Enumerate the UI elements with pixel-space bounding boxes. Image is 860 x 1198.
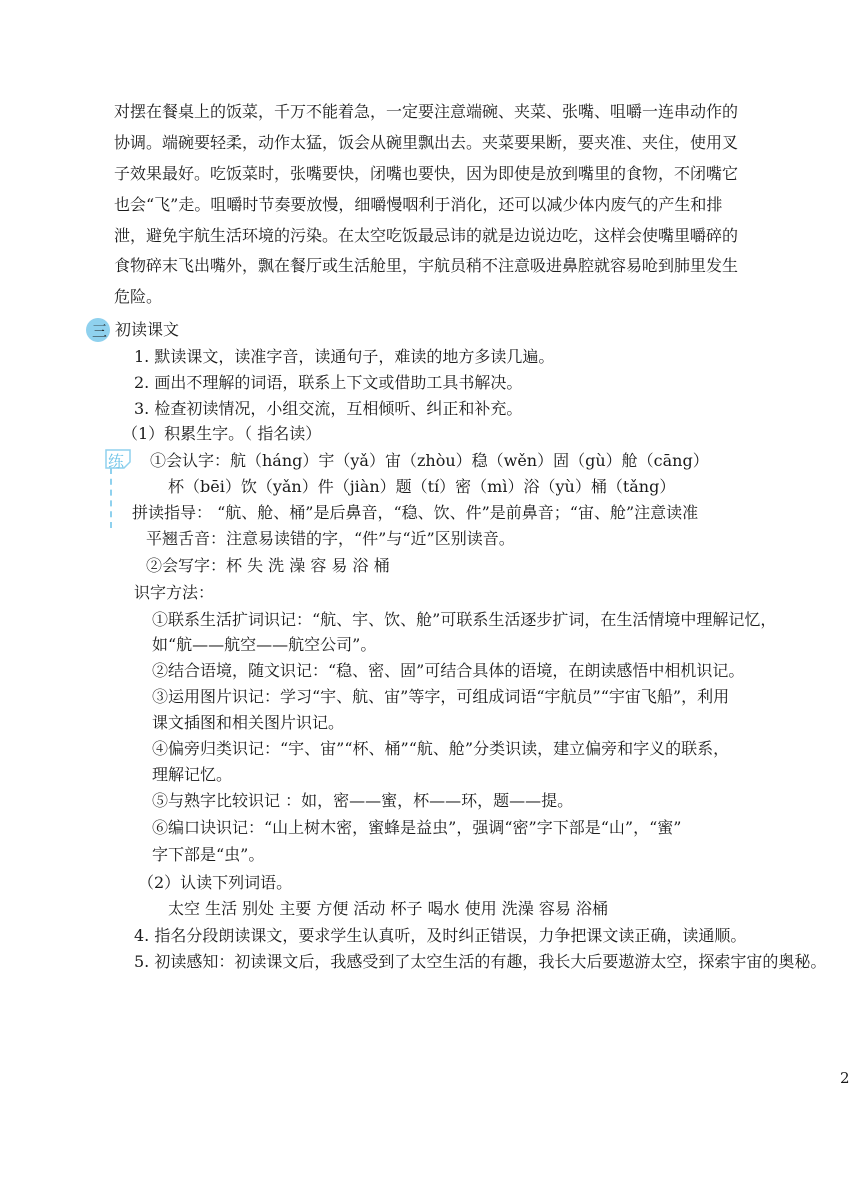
method-line-2: 如“航——航空——航空公司”。 [152,635,377,654]
sub2-title: （2）认读下列词语。 [138,873,293,892]
recognize-chars-line-2: 杯（bēi）饮（yǎn）件（jiàn）题（tí）密（mì）浴（yù）桶（tǎng） [168,477,676,496]
intro-line-7: 危险。 [114,287,163,306]
practice-badge-label: 练 [108,452,125,471]
pinyin-guide-line-1: 拼读指导： “航、舱、桶”是后鼻音，“稳、饮、件”是前鼻音；“宙、舱”注意读准 [132,503,699,522]
word-list: 太空 生活 别处 主要 方便 活动 杯子 喝水 使用 洗澡 容易 浴桶 [168,899,608,918]
step-3: 3. 检查初读情况，小组交流，互相倾听、纠正和补充。 [134,399,523,418]
method-line-9: ⑥编口诀识记：“山上树木密，蜜蜂是益虫”，强调“密”字下部是“山”，“蜜” [152,818,682,837]
intro-line-5: 泄，避免宇航生活环境的污染。在太空吃饭最忌讳的就是边说边吃，这样会使嘴里嚼碎的 [114,226,739,245]
intro-line-2: 协调。端碗要轻柔，动作太猛，饭会从碗里飘出去。夹菜要果断，要夹准、夹住，使用叉 [114,133,739,152]
method-line-1: ①联系生活扩词识记：“航、宇、饮、舱”可联系生活逐步扩词，在生活情境中理解记忆， [152,610,777,629]
step-4: 4. 指名分段朗读课文，要求学生认真听，及时纠正错误，力争把课文读正确，读通顺。 [134,926,747,945]
method-line-3: ②结合语境，随文识记：“稳、密、固”可结合具体的语境，在朗读感悟中相机识记。 [152,661,745,680]
pinyin-guide-line-2: 平翘舌音：注意易读错的字，“件”与“近”区别读音。 [146,529,515,548]
method-line-5: 课文插图和相关图片识记。 [152,713,345,732]
practice-divider [110,468,112,528]
intro-line-1: 对摆在餐桌上的饭菜，千万不能着急，一定要注意端碗、夹菜、张嘴、咀嚼一连串动作的 [114,102,739,121]
step-1: 1. 默读课文，读准字音，读通句子，难读的地方多读几遍。 [134,347,555,366]
recognize-chars-line-1: ①会认字：航（háng）宇（yǎ）宙（zhòu）稳（wěn）固（gù）舱（cāng） [150,451,709,470]
method-line-10: 字下部是“虫”。 [152,845,265,864]
intro-line-6: 食物碎末飞出嘴外，飘在餐厅或生活舱里，宇航员稍不注意吸进鼻腔就容易呛到肺里发生 [114,256,739,275]
page-number: 2 [840,1069,850,1087]
method-line-7: 理解记忆。 [152,765,233,784]
intro-line-3: 子效果最好。吃饭菜时，张嘴要快，闭嘴也要快，因为即使是放到嘴里的食物，不闭嘴它 [114,164,739,183]
methods-title: 识字方法： [134,583,215,602]
method-line-4: ③运用图片识记：学习“宇、航、宙”等字，可组成词语“宇航员”“宇宙飞船”，利用 [152,687,730,706]
step-2: 2. 画出不理解的词语，联系上下文或借助工具书解决。 [134,373,523,392]
method-line-6: ④偏旁归类识记：“宇、宙”“杯、桶”“航、舱”分类识读，建立偏旁和字义的联系， [152,739,730,758]
step-5: 5. 初读感知：初读课文后，我感受到了太空生活的有趣，我长大后要遨游太空，探索宇宙的奥秘。 [134,952,827,971]
section-number: 三 [92,322,108,340]
intro-line-4: 也会“飞”走。咀嚼时节奏要放慢，细嚼慢咽利于消化，还可以减少体内废气的产生和排 [114,195,723,214]
write-chars: ②会写字：杯 失 洗 澡 容 易 浴 桶 [146,556,390,575]
section-title: 初读课文 [115,320,180,339]
method-line-8: ⑤与熟字比较识记 ：如，密——蜜，杯——环，题——提。 [152,791,574,810]
sub1-title: （1）积累生字。（ 指名读） [122,424,322,443]
